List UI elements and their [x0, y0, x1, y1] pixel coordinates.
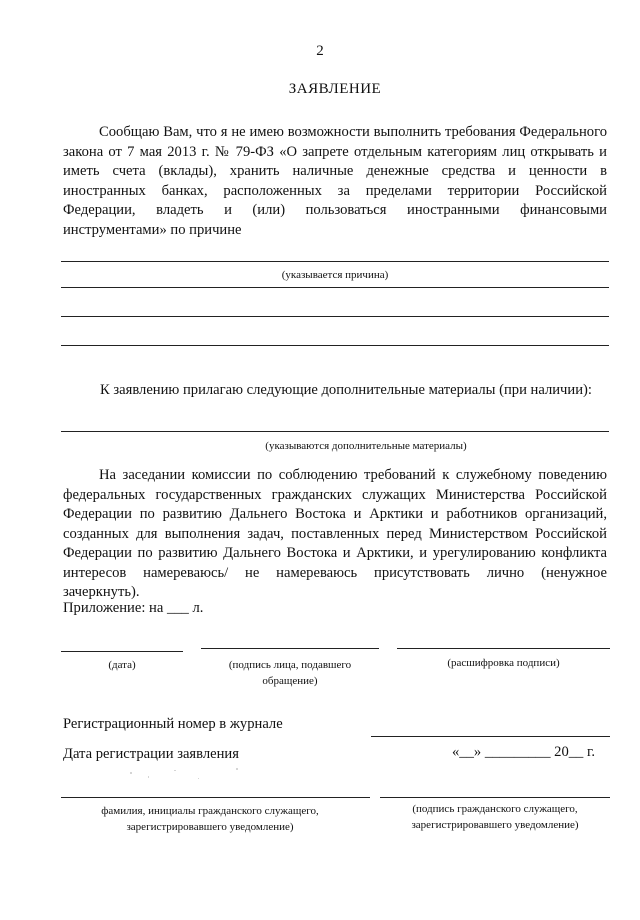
page-number: 2 [316, 43, 324, 59]
scan-noise [128, 768, 248, 788]
attachments-caption: (указываются дополнительные материалы) [265, 440, 467, 452]
reason-line-2 [61, 287, 609, 288]
commission-paragraph: На заседании комиссии по соблюдению требований к служебному поведению федеральных государственных гражданских служащих Министерства Российской Федерации по развитию Дальнего Востока и Арктики и работников организаций, созданных для выполнения задач, поставленных перед Министерством Российской Федерации по развитию Дальнего Востока и Арктики, и урегулированию конфликта интересов намереваюсь/ не намереваюсь присутствовать лично (ненужное зачеркнуть). [63, 467, 607, 600]
reason-line-3 [61, 316, 609, 317]
intro-paragraph: Сообщаю Вам, что я не имею возможности выполнить требования Федерального закона от 7 мая 2013 г. № 79-ФЗ «О запрете отдельным категориям лиц открывать и иметь счета (вклады), хранить наличные денежные средства и ценности в иностранных банках, расположенных за пределами территории Российской Федерации, владеть и (или) пользоваться иностранными финансовыми инструментами» по причине [63, 124, 607, 238]
registrar-signature-caption: (подпись гражданского служащего, зарегистрировавшего уведомление) [411, 803, 579, 831]
registration-date-template: «__» _________ 20__ г. [452, 744, 595, 760]
date-line [61, 651, 183, 652]
date-caption: (дата) [108, 659, 136, 671]
appendix-label: Приложение: на ___ л. [63, 600, 204, 616]
document-title: ЗАЯВЛЕНИЕ [288, 81, 382, 97]
signer-line [201, 648, 379, 649]
registration-number-line [371, 736, 610, 737]
registrar-signature-line [380, 797, 610, 798]
reason-line-4 [61, 345, 609, 346]
registrar-name-caption: фамилия, инициалы гражданского служащего, зарегистрировавшего уведомление) [101, 805, 319, 833]
registrar-name-line [61, 797, 370, 798]
registration-date-label: Дата регистрации заявления [63, 746, 239, 762]
reason-caption: (указывается причина) [281, 269, 389, 281]
decoding-line [397, 648, 610, 649]
signer-caption: (подпись лица, подавшего обращение) [228, 659, 352, 687]
attachments-statement: К заявлению прилагаю следующие дополнительные материалы (при наличии): [100, 382, 592, 398]
reason-line-1 [61, 261, 609, 262]
attachments-line [61, 431, 609, 432]
registration-number-label: Регистрационный номер в журнале [63, 716, 283, 732]
decoding-caption: (расшифровка подписи) [447, 657, 560, 669]
